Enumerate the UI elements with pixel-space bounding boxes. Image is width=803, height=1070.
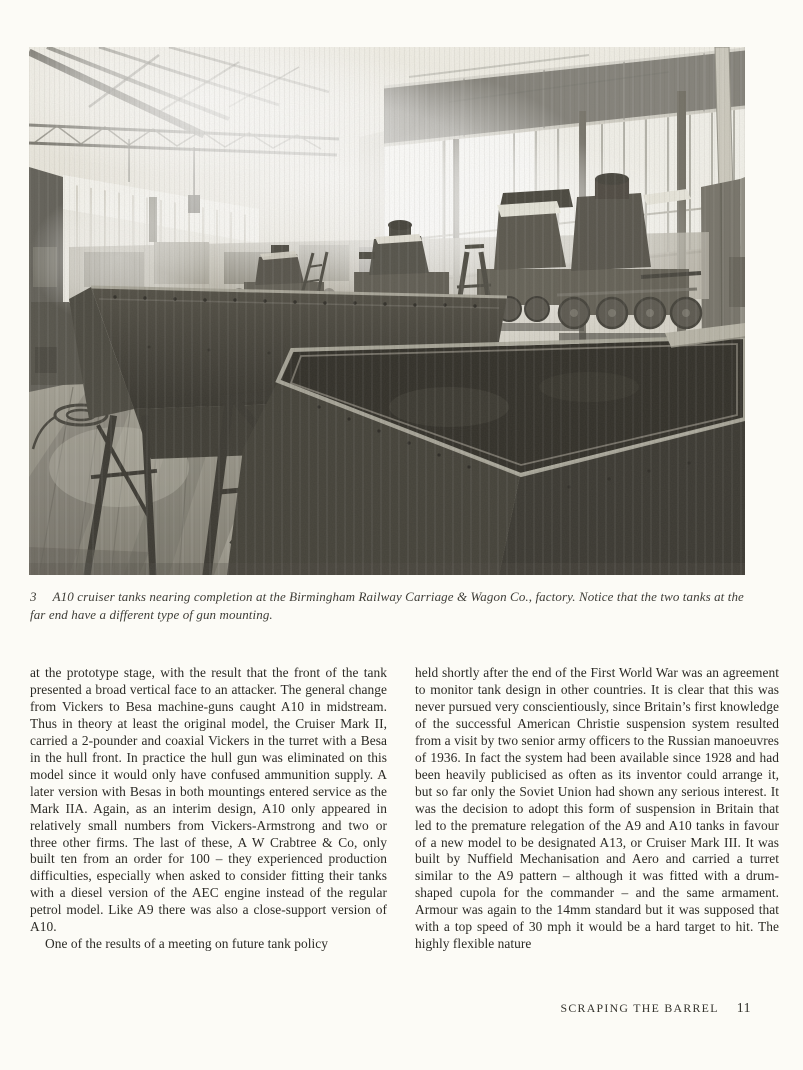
page-footer — [561, 999, 752, 1017]
paragraph: at the prototype stage, with the result that the front of the tank presented a broad vertical face to an attacker. The general change from Vickers to Besa machine-guns caught A10 in midstream. Thus in theory at least the original model, the Cruiser Mark II, carried a 2-pounder and coaxial Vickers in the turret with a Besa in the hull front. In practice the hull gun was eliminated on this model since it would only have confused ammunition supply. A later version with Besas in both mountings entered service as the Mark IIA. Again, as an interim design, A10 only appeared in relatively small numbers from Vickers-Armstrong and two or three other firms. The last of these, A W Crabtree & Co, only built ten from an order for 100 – they experienced production difficulties, especially when asked to consider fitting their tanks with a diesel version of the AEC engine instead of the regular petrol model. Like A9 there was also a close-support version of A10. — [30, 665, 387, 935]
column-right — [415, 665, 779, 953]
running-title: SCRAPING THE BARREL — [560, 1001, 719, 1015]
caption-text: A10 cruiser tanks nearing completion at the Birmingham Railway Carriage & Wagon Co., factory. Notice that the two tanks at the far end have a different type of gun mounting. — [30, 589, 744, 622]
film-grain — [29, 47, 745, 575]
factory-photo — [29, 47, 745, 575]
column-left — [30, 665, 387, 953]
paragraph: held shortly after the end of the First World War was an agreement to monitor tank design in other countries. It is clear that this was never pursued very conscientiously, since Britain’s first knowledge of the successful American Christie suspension system resulted from a visit by two senior army officers to the Russian manoeuvres of 1936. In fact the system had been available since 1928 and had been heavily publicised as often as its inventor could arrange it, but so far only the Soviet Union had shown any serious interest. It was the decision to adopt this form of suspension in Britain that led to the premature relegation of the A9 and A10 tanks in favour of a new model to be designated A13, or Cruiser Mark III. It was built by Nuffield Mechanisation and Aero and carried a turret similar to the A9 pattern – although it was fitted with a drum-shaped cupola for the commander – and the same armament. Armour was again to the 14mm standard but it was supposed that with a top speed of 30 mph it would be a hard target to hit. The highly flexible nature — [415, 665, 779, 952]
photo-caption — [30, 588, 744, 623]
paragraph: One of the results of a meeting on future tank policy — [45, 936, 329, 952]
caption-number: 3 — [30, 589, 37, 604]
photo-figure — [29, 47, 745, 575]
page-number: 11 — [736, 1000, 751, 1015]
body-columns — [30, 665, 779, 953]
